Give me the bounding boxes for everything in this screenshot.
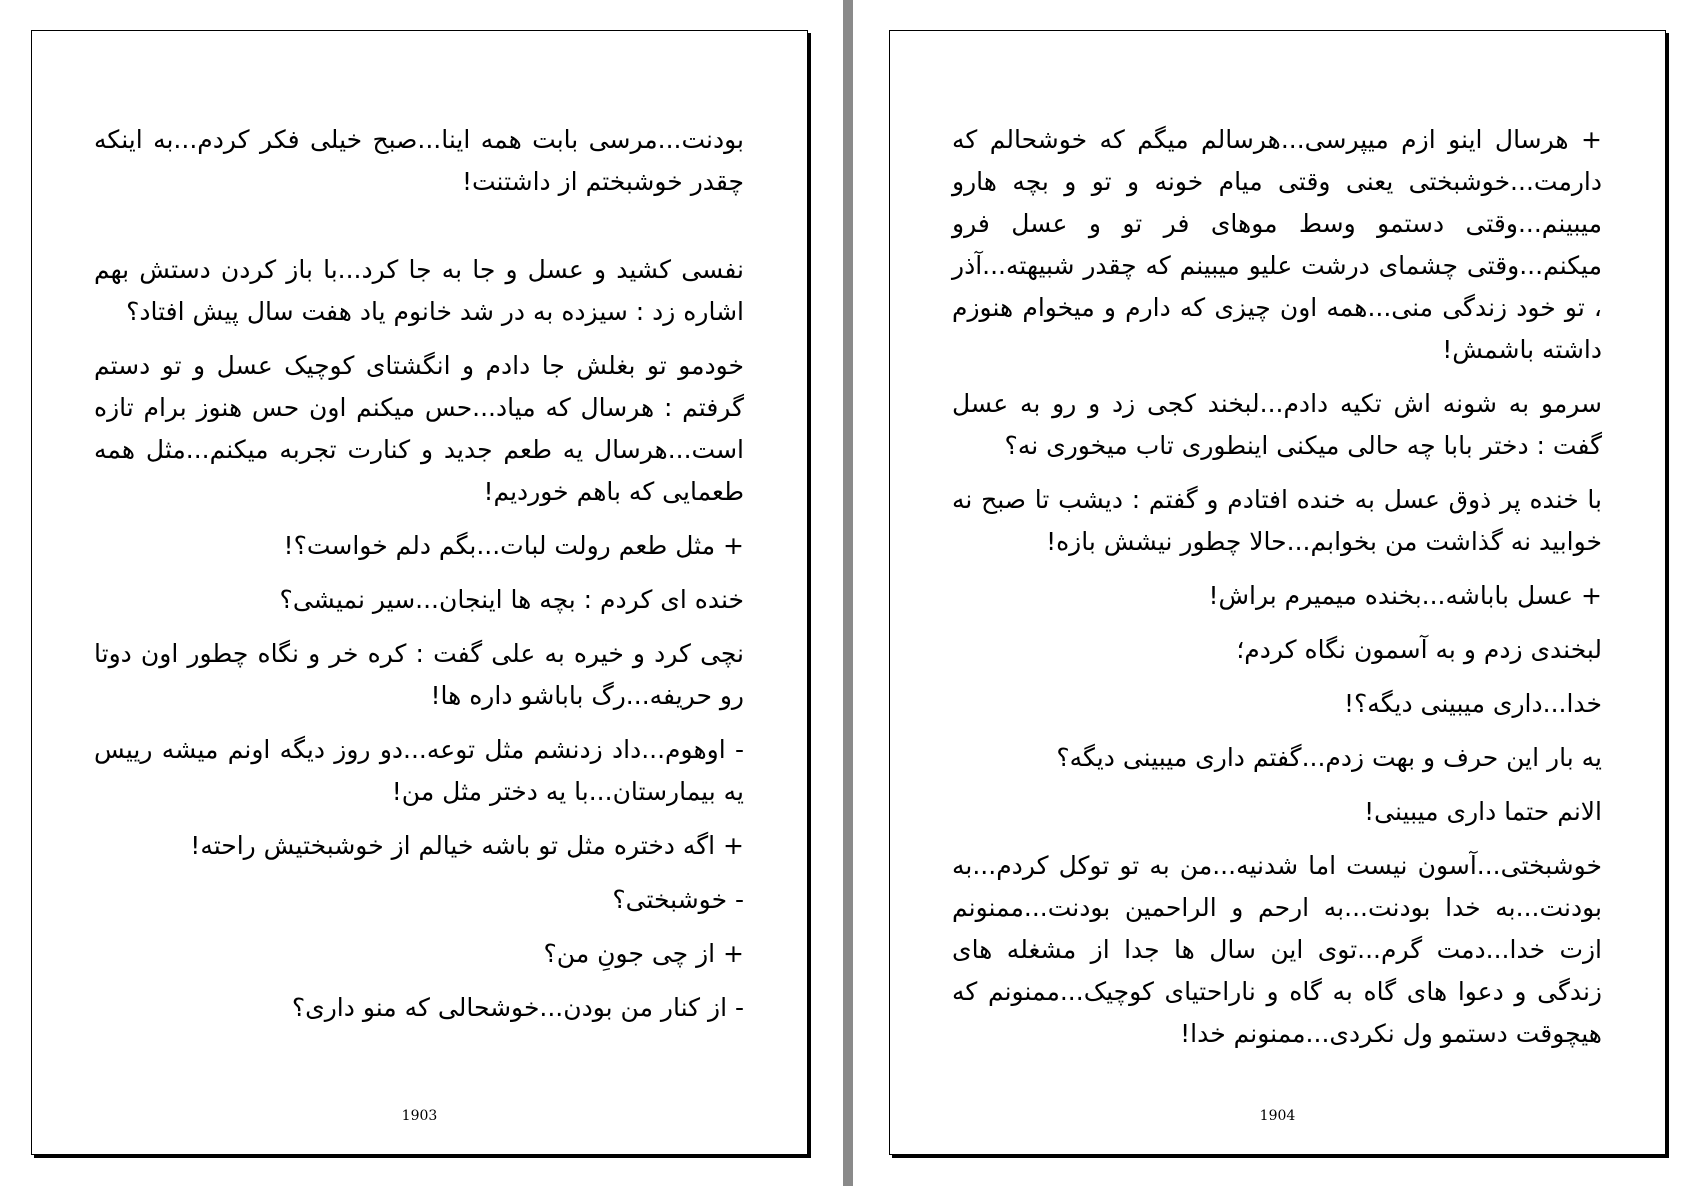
page-1904 [889, 30, 1666, 1155]
paragraph: + مثل طعم رولت لبات...بگم دلم خواست؟! [283, 531, 744, 560]
page-text-body [94, 119, 744, 1041]
paragraph: الانم حتما داری میبینی! [1364, 797, 1602, 826]
paragraph: خودمو تو بغلش جا دادم و انگشتای کوچیک عسل و تو دستم گرفتم : هرسال که میاد...حس میکنم اون حس هنوز برام تازه است...هرسال یه طعم جدید و کنارت تجربه میکنم...مثل همه طعمایی که باهم خوردیم! [94, 351, 744, 506]
paragraph: + از چی جونِ من؟ [543, 939, 744, 968]
paragraph: نچی کرد و خیره به علی گفت : کره خر و نگاه چطور اون دوتا رو حریفه...رگ باباشو داره ها! [94, 639, 744, 710]
paragraph: لبخندی زدم و به آسمون نگاه کردم؛ [1236, 635, 1602, 664]
page-number: 1903 [401, 1108, 438, 1124]
page-gutter-divider [843, 0, 853, 1186]
paragraph: + اگه دختره مثل تو باشه خیالم از خوشبختیش راحته! [190, 831, 744, 860]
paragraph: خوشبختی...آسون نیست اما شدنیه...من به تو توکل کردم...به بودنت...به خدا بودنت...به ارحم و الراحمین بودنت...ممنونم ازت خدا...دمت گرم...توی این سال ها جدا از مشغله های زندگی و دعوا های گاه به گاه و ناراحتیای کوچیک...ممنونم که هیچوقت دستمو ول نکردی...ممنونم خدا! [952, 851, 1602, 1048]
paragraph: + هرسال اینو ازم میپرسی...هرسالم میگم که خوشحالم که دارمت...خوشبختی یعنی وقتی میام خونه و تو و بچه هارو میبینم...وقتی دستمو وسط موهای فر تو و عسل فرو میکنم...وقتی چشمای درشت علیو میبینم که چقدر شبیهته...آذر ، تو خود زندگی منی...همه اون چیزی که دارم و میخوام هنوزم داشته باشمش! [952, 125, 1602, 364]
page-number: 1904 [1259, 1108, 1296, 1124]
paragraph: بودنت...مرسی بابت همه اینا...صبح خیلی فکر کردم...به اینکه چقدر خوشبختم از داشتنت! [94, 125, 744, 196]
paragraph: - خوشبختی؟ [612, 885, 744, 914]
paragraph: نفسی کشید و عسل و جا به جا کرد...با باز کردن دستش بهم اشاره زد : سیزده به در شد خانوم یاد هفت سال پیش افتاد؟ [94, 255, 744, 326]
paragraph: با خنده پر ذوق عسل به خنده افتادم و گفتم : دیشب تا صبح نه خوابید نه گذاشت من بخوابم...حالا چطور نیشش بازه! [952, 485, 1602, 556]
page-1903 [31, 30, 808, 1155]
paragraph: یه بار این حرف و بهت زدم...گفتم داری میبینی دیگه؟ [1056, 743, 1602, 772]
paragraph: سرمو به شونه اش تکیه دادم...لبخند کجی زد و رو به عسل گفت : دختر بابا چه حالی میکنی اینطوری تاب میخوری نه؟ [952, 389, 1602, 460]
paragraph: خنده ای کردم : بچه ها اینجان...سیر نمیشی؟ [279, 585, 744, 614]
paragraph: - اوهوم...داد زدنشم مثل توعه...دو روز دیگه اونم میشه رییس یه بیمارستان...با یه دختر مثل من! [94, 735, 744, 806]
paragraph: خدا...داری میبینی دیگه؟! [1344, 689, 1602, 718]
page-text-body [952, 119, 1602, 1067]
paragraph: + عسل باباشه...بخنده میمیرم براش! [1208, 581, 1602, 610]
paragraph: - از کنار من بودن...خوشحالی که منو داری؟ [291, 993, 744, 1022]
